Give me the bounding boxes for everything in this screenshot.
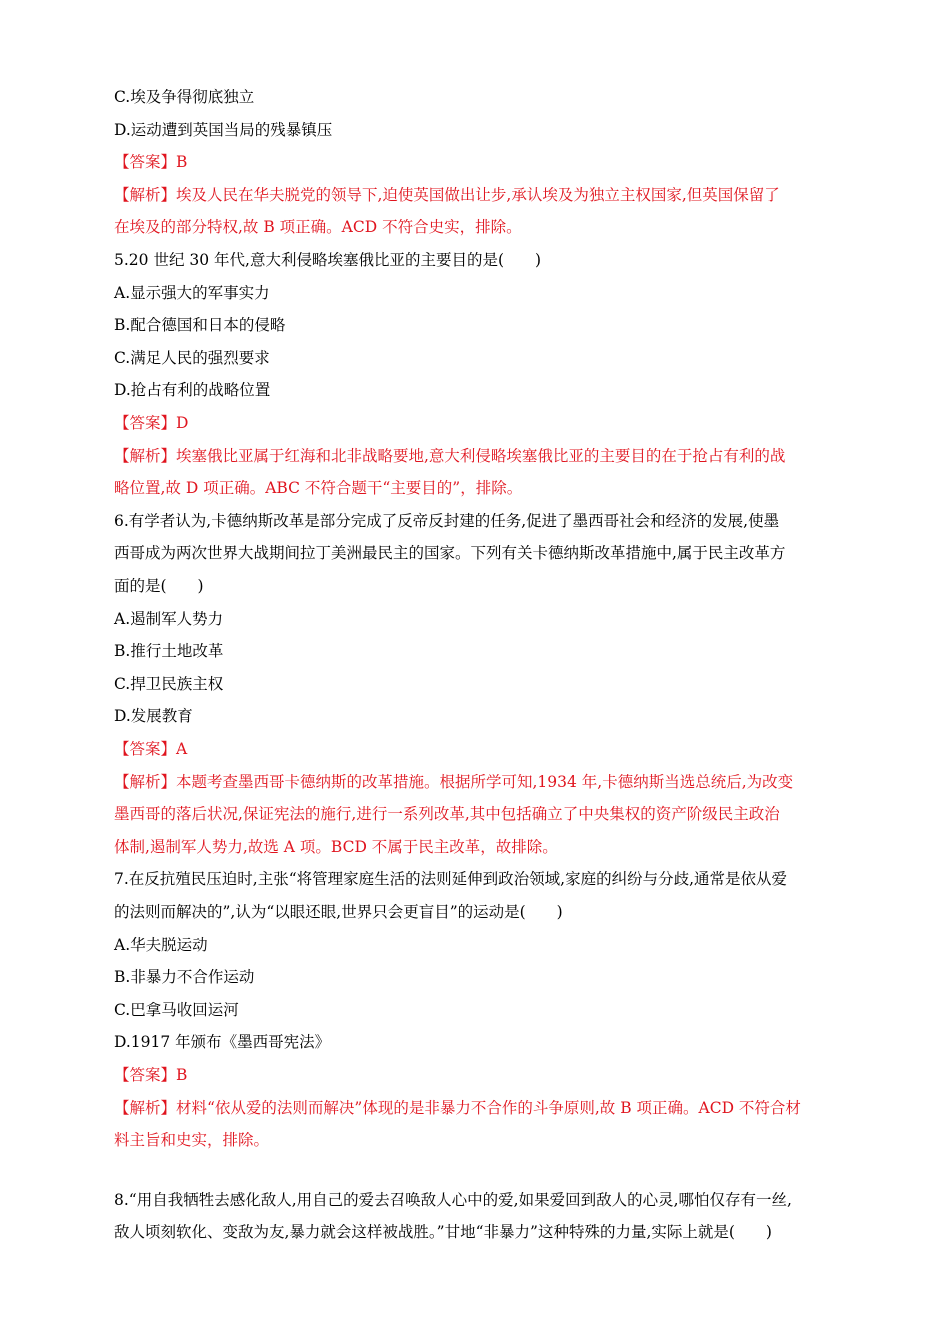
q8-question-line-1: 8.“用自我牺牲去感化敌人,用自己的爱去召唤敌人心中的爱,如果爱回到敌人的心灵,哪怕仅存有一丝, <box>114 1191 792 1209</box>
q6-question-line-1: 6.有学者认为,卡德纳斯改革是部分完成了反帝反封建的任务,促进了墨西哥社会和经济的发展,使墨 <box>114 512 780 530</box>
q6-question-line-2: 西哥成为两次世界大战期间拉丁美洲最民主的国家。下列有关卡德纳斯改革措施中,属于民主改革方 <box>114 544 786 562</box>
q5-answer: 【答案】D <box>114 414 189 432</box>
q4-answer: 【答案】B <box>114 153 188 171</box>
q5-question: 5.20 世纪 30 年代,意大利侵略埃塞俄比亚的主要目的是( ) <box>114 251 542 269</box>
q4-option-c: C.埃及争得彻底独立 <box>114 88 255 106</box>
q5-option-a: A.显示强大的军事实力 <box>114 284 270 302</box>
q5-option-d: D.抢占有利的战略位置 <box>114 381 271 399</box>
q7-answer: 【答案】B <box>114 1066 188 1084</box>
q5-analysis-line-2: 略位置,故 D 项正确。ABC 不符合题干“主要目的”，排除。 <box>114 479 523 497</box>
q7-question-line-1: 7.在反抗殖民压迫时,主张“将管理家庭生活的法则延伸到政治领域,家庭的纠纷与分歧,通常是依从爱 <box>114 870 787 888</box>
q7-analysis-line-1: 【解析】材料“依从爱的法则而解决”体现的是非暴力不合作的斗争原则,故 B 项正确。ACD 不符合材 <box>114 1099 801 1117</box>
q7-option-b: B.非暴力不合作运动 <box>114 968 255 986</box>
q7-option-c: C.巴拿马收回运河 <box>114 1001 239 1019</box>
q6-option-a: A.遏制军人势力 <box>114 610 224 628</box>
q7-analysis-line-2: 料主旨和史实，排除。 <box>114 1131 270 1149</box>
q5-option-c: C.满足人民的强烈要求 <box>114 349 270 367</box>
q8-question-line-2: 敌人顷刻软化、变敌为友,暴力就会这样被战胜。”甘地“非暴力”这种特殊的力量,实际上就是( ) <box>114 1223 772 1241</box>
q6-analysis-line-2: 墨西哥的落后状况,保证宪法的施行,进行一系列改革,其中包括确立了中央集权的资产阶级民主政治 <box>114 805 780 823</box>
q6-question-line-3: 面的是( ) <box>114 577 204 595</box>
q4-analysis-line-2: 在埃及的部分特权,故 B 项正确。ACD 不符合史实，排除。 <box>114 218 522 236</box>
q6-option-b: B.推行土地改革 <box>114 642 224 660</box>
q6-analysis-line-3: 体制,遏制军人势力,故选 A 项。BCD 不属于民主改革，故排除。 <box>114 838 558 856</box>
q6-option-d: D.发展教育 <box>114 707 193 725</box>
q5-option-b: B.配合德国和日本的侵略 <box>114 316 286 334</box>
q7-question-line-2: 的法则而解决的”,认为“以眼还眼,世界只会更盲目”的运动是( ) <box>114 903 563 921</box>
q6-answer: 【答案】A <box>114 740 188 758</box>
q6-analysis-line-1: 【解析】本题考查墨西哥卡德纳斯的改革措施。根据所学可知,1934 年,卡德纳斯当选总统后,为改变 <box>114 773 794 791</box>
q4-analysis-line-1: 【解析】埃及人民在华夫脱党的领导下,迫使英国做出让步,承认埃及为独立主权国家,但英国保留了 <box>114 186 780 204</box>
q7-option-d: D.1917 年颁布《墨西哥宪法》 <box>114 1033 331 1051</box>
q6-option-c: C.捍卫民族主权 <box>114 675 224 693</box>
q7-option-a: A.华夫脱运动 <box>114 936 208 954</box>
q5-analysis-line-1: 【解析】埃塞俄比亚属于红海和北非战略要地,意大利侵略埃塞俄比亚的主要目的在于抢占有利的战 <box>114 447 786 465</box>
q4-option-d: D.运动遭到英国当局的残暴镇压 <box>114 121 333 139</box>
